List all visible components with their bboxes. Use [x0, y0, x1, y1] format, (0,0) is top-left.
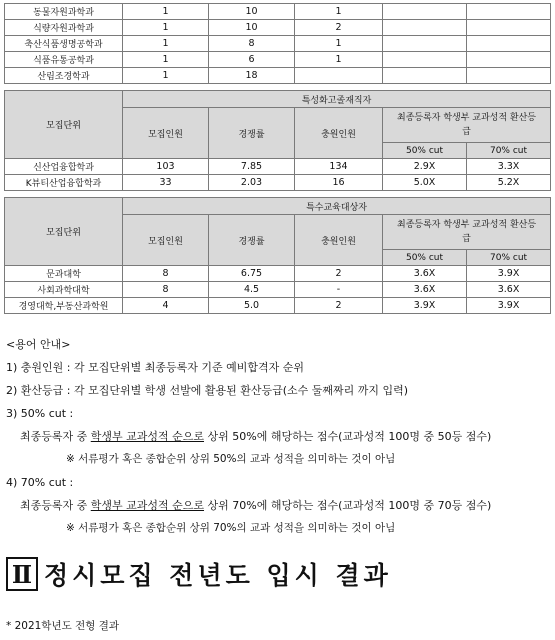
unit-name-cell: K뷰티산업융합학과	[5, 175, 123, 191]
header-50-cut: 50% cut	[383, 143, 467, 159]
header-grade: 최종등록자 학생부 교과성적 환산등급	[383, 108, 551, 143]
note-70-cut-desc: 최종등록자 중 학생부 교과성적 순으로 상위 70%에 해당하는 점수(교과성적 100명 중 70등 점수)	[20, 499, 492, 512]
value-cell: 7.85	[209, 159, 295, 175]
value-cell	[467, 20, 551, 36]
value-cell: 134	[295, 159, 383, 175]
value-cell: 33	[123, 175, 209, 191]
value-cell	[383, 36, 467, 52]
terminology-notes	[6, 333, 491, 540]
value-cell	[467, 36, 551, 52]
table-vocational-graduate-workers	[4, 90, 551, 191]
value-cell: 1	[123, 68, 209, 84]
unit-name-cell: 경영대학,부동산과학원	[5, 298, 123, 314]
value-cell: 1	[123, 4, 209, 20]
unit-name-cell: 동물자원과학과	[5, 4, 123, 20]
note-50-cut-remark: ※ 서류평가 혹은 종합순위 상위 50%의 교과 성적을 의미하는 것이 아님	[66, 453, 396, 465]
header-rate: 경쟁률	[209, 215, 295, 266]
unit-name-cell: 문과대학	[5, 266, 123, 282]
value-cell: 4	[123, 298, 209, 314]
value-cell: 1	[123, 36, 209, 52]
header-70-cut: 70% cut	[467, 143, 551, 159]
value-cell: 5.0X	[383, 175, 467, 191]
table-row	[5, 266, 551, 282]
value-cell: 3.6X	[383, 266, 467, 282]
section-numeral: Ⅱ	[6, 557, 38, 591]
value-cell: 3.3X	[467, 159, 551, 175]
table-row	[5, 36, 551, 52]
unit-name-cell: 산림조경학과	[5, 68, 123, 84]
header-70-cut: 70% cut	[467, 250, 551, 266]
value-cell	[467, 4, 551, 20]
table-row	[5, 4, 551, 20]
value-cell: 3.9X	[467, 266, 551, 282]
footnote: * 2021학년도 전형 결과	[6, 620, 119, 632]
value-cell	[295, 68, 383, 84]
value-cell: 1	[123, 20, 209, 36]
unit-name-cell: 식량자원과학과	[5, 20, 123, 36]
section-heading	[6, 556, 392, 592]
value-cell: 3.6X	[383, 282, 467, 298]
value-cell: 8	[209, 36, 295, 52]
table-row	[5, 298, 551, 314]
value-cell: 1	[295, 52, 383, 68]
value-cell: 3.9X	[383, 298, 467, 314]
header-quota: 모집인원	[123, 215, 209, 266]
value-cell: 6	[209, 52, 295, 68]
header-quota: 모집인원	[123, 108, 209, 159]
value-cell: 103	[123, 159, 209, 175]
header-unit: 모집단위	[5, 198, 123, 266]
unit-name-cell: 식품유통공학과	[5, 52, 123, 68]
value-cell: 18	[209, 68, 295, 84]
table-row	[5, 68, 551, 84]
header-fill: 충원인원	[295, 108, 383, 159]
table-row	[5, 52, 551, 68]
value-cell	[467, 52, 551, 68]
header-50-cut: 50% cut	[383, 250, 467, 266]
table-special-education	[4, 197, 551, 314]
note-converted-grade: 2) 환산등급 : 각 모집단위별 학생 선발에 활용된 환산등급(소수 둘째짜리 까지 입력)	[6, 384, 409, 397]
value-cell: 1	[295, 4, 383, 20]
value-cell: 2.03	[209, 175, 295, 191]
unit-name-cell: 사회과학대학	[5, 282, 123, 298]
value-cell: 6.75	[209, 266, 295, 282]
header-fill: 충원인원	[295, 215, 383, 266]
table-row	[5, 159, 551, 175]
header-group: 특성화고졸재직자	[123, 91, 551, 108]
unit-name-cell: 축산식품생명공학과	[5, 36, 123, 52]
value-cell: -	[295, 282, 383, 298]
unit-name-cell: 신산업융합학과	[5, 159, 123, 175]
note-70-cut-remark: ※ 서류평가 혹은 종합순위 상위 70%의 교과 성적을 의미하는 것이 아님	[66, 522, 396, 534]
value-cell	[383, 4, 467, 20]
value-cell: 1	[123, 52, 209, 68]
value-cell: 3.6X	[467, 282, 551, 298]
table-row	[5, 20, 551, 36]
value-cell: 2.9X	[383, 159, 467, 175]
value-cell	[383, 52, 467, 68]
header-grade: 최종등록자 학생부 교과성적 환산등급	[383, 215, 551, 250]
value-cell	[467, 68, 551, 84]
table-early-admission-departments	[4, 3, 551, 84]
value-cell: 1	[295, 36, 383, 52]
value-cell: 2	[295, 20, 383, 36]
notes-heading: <용어 안내>	[6, 338, 71, 351]
value-cell: 5.0	[209, 298, 295, 314]
value-cell: 4.5	[209, 282, 295, 298]
note-50-cut-desc: 최종등록자 중 학생부 교과성적 순으로 상위 50%에 해당하는 점수(교과성적 100명 중 50등 점수)	[20, 430, 492, 443]
value-cell: 10	[209, 20, 295, 36]
value-cell: 5.2X	[467, 175, 551, 191]
value-cell	[383, 68, 467, 84]
value-cell: 2	[295, 266, 383, 282]
value-cell: 8	[123, 266, 209, 282]
value-cell: 3.9X	[467, 298, 551, 314]
value-cell: 2	[295, 298, 383, 314]
header-group: 특수교육대상자	[123, 198, 551, 215]
note-70-cut-title: 4) 70% cut :	[6, 476, 74, 489]
table-row	[5, 282, 551, 298]
value-cell: 8	[123, 282, 209, 298]
table-row	[5, 175, 551, 191]
value-cell	[383, 20, 467, 36]
note-50-cut-title: 3) 50% cut :	[6, 407, 74, 420]
section-title: 정시모집 전년도 입시 결과	[44, 561, 392, 590]
header-unit: 모집단위	[5, 91, 123, 159]
note-fill-count: 1) 충원인원 : 각 모집단위별 최종등록자 기준 예비합격자 순위	[6, 361, 304, 374]
value-cell: 10	[209, 4, 295, 20]
header-rate: 경쟁률	[209, 108, 295, 159]
value-cell: 16	[295, 175, 383, 191]
